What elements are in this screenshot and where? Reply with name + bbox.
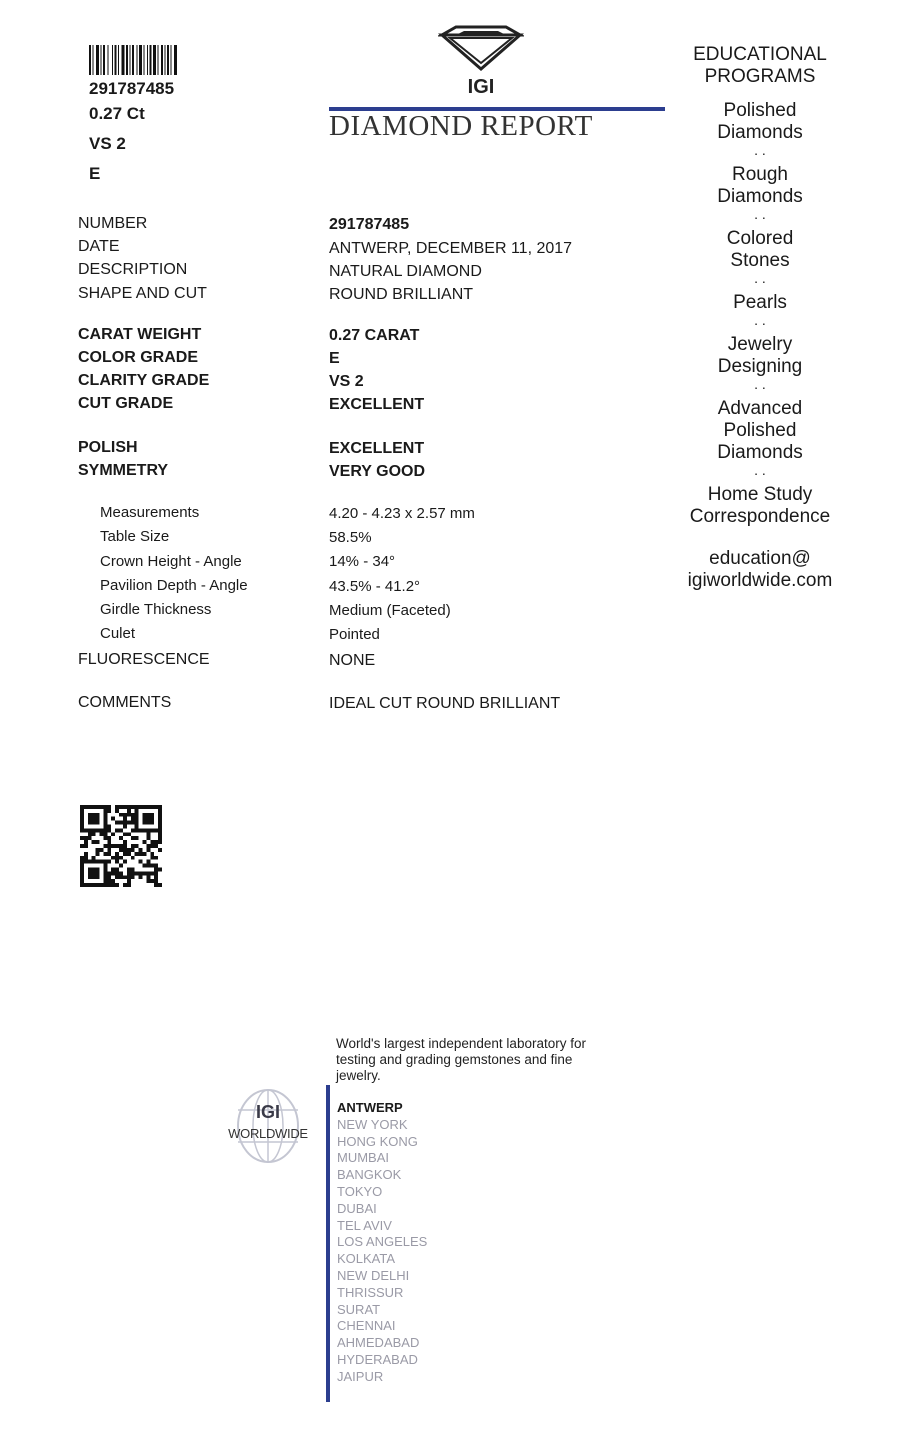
value-color-grade: E [329, 350, 340, 367]
value-polish: EXCELLENT [329, 440, 425, 457]
edu-program-item: Colored Stones [726, 228, 794, 271]
summary-carat: 0.27 Ct [89, 104, 145, 123]
city-item: TEL AVIV [337, 1217, 392, 1233]
label-comments: COMMENTS [78, 694, 172, 711]
edu-program-item: Rough Diamonds [717, 164, 803, 207]
value-symmetry: VERY GOOD [329, 463, 426, 480]
value-date: ANTWERP, DECEMBER 11, 2017 [329, 240, 573, 257]
edu-separator: . . [754, 206, 766, 222]
city-item: ANTWERP [337, 1100, 403, 1115]
value-girdle: Medium (Faceted) [329, 602, 451, 619]
label-measurements: Measurements [100, 504, 200, 521]
city-item: DUBAI [337, 1200, 377, 1216]
label-crown: Crown Height - Angle [100, 553, 242, 570]
summary-report-number: 291787485 [89, 79, 175, 98]
value-carat-weight: 0.27 CARAT [329, 327, 420, 344]
label-date: DATE [78, 238, 120, 255]
label-table-size: Table Size [100, 528, 170, 545]
edu-email[interactable]: education@ igiworldwide.com [687, 548, 833, 591]
label-description: DESCRIPTION [78, 261, 188, 278]
city-item: JAIPUR [337, 1368, 384, 1384]
label-shape-cut: SHAPE AND CUT [78, 285, 207, 302]
label-color-grade: COLOR GRADE [78, 349, 198, 366]
city-item: HYDERABAD [337, 1351, 418, 1367]
edu-program-item: Home Study Correspondence [689, 484, 831, 527]
label-cut-grade: CUT GRADE [78, 395, 174, 412]
city-item: NEW YORK [337, 1116, 408, 1132]
report-title: DIAMOND REPORT [329, 110, 593, 142]
city-item: KOLKATA [337, 1251, 396, 1267]
city-item: SURAT [337, 1301, 381, 1317]
label-polish: POLISH [78, 439, 138, 456]
label-clarity-grade: CLARITY GRADE [78, 372, 210, 389]
city-item: CHENNAI [337, 1318, 396, 1334]
lab-tagline: World's largest independent laboratory for testing and grading gemstones and fine jewelry. [336, 1036, 586, 1083]
edu-separator: . . [754, 312, 766, 328]
label-pavilion: Pavilion Depth - Angle [100, 577, 248, 594]
edu-separator: . . [754, 270, 766, 286]
summary-clarity: VS 2 [89, 134, 126, 153]
label-girdle: Girdle Thickness [100, 601, 212, 618]
edu-program-item: Jewelry Designing [717, 334, 803, 377]
city-list [337, 1100, 427, 1386]
label-fluorescence: FLUORESCENCE [78, 651, 210, 668]
city-bar [326, 1085, 330, 1402]
value-table-size: 58.5% [329, 529, 372, 546]
globe-logo-text: IGI [255, 1102, 281, 1122]
edu-program-item: Advanced Polished Diamonds [717, 398, 803, 463]
city-item: TOKYO [337, 1183, 383, 1199]
edu-separator: . . [754, 376, 766, 392]
city-item: THRISSUR [337, 1284, 404, 1300]
city-item: LOS ANGELES [337, 1234, 428, 1250]
summary-color: E [89, 164, 101, 183]
label-symmetry: SYMMETRY [78, 462, 169, 479]
edu-program-list [680, 100, 840, 528]
value-fluorescence: NONE [329, 652, 376, 669]
value-shape-cut: ROUND BRILLIANT [329, 286, 474, 303]
edu-separator: . . [754, 462, 766, 478]
value-crown: 14% - 34° [329, 553, 396, 570]
qr-code[interactable] [80, 805, 162, 887]
city-item: AHMEDABAD [337, 1335, 420, 1351]
value-clarity-grade: VS 2 [329, 373, 364, 390]
edu-program-item: Polished Diamonds [717, 100, 803, 143]
label-carat-weight: CARAT WEIGHT [78, 326, 202, 343]
city-item: MUMBAI [337, 1150, 389, 1166]
barcode [89, 45, 217, 75]
label-number: NUMBER [78, 215, 148, 232]
label-culet: Culet [100, 625, 136, 642]
value-number: 291787485 [329, 216, 410, 233]
city-item: BANGKOK [337, 1167, 402, 1183]
city-item: NEW DELHI [337, 1267, 410, 1283]
city-item: HONG KONG [337, 1133, 418, 1149]
edu-program-item: Pearls [733, 292, 787, 313]
value-pavilion: 43.5% - 41.2° [329, 578, 421, 595]
edu-heading: EDUCATIONAL PROGRAMS [693, 44, 827, 87]
logo-text: IGI [467, 76, 495, 95]
igi-diamond-logo [438, 25, 524, 95]
worldwide-label: WORLDWIDE [228, 1126, 308, 1141]
value-description: NATURAL DIAMOND [329, 263, 482, 280]
value-culet: Pointed [329, 626, 380, 643]
educational-programs [680, 44, 840, 592]
value-comments: IDEAL CUT ROUND BRILLIANT [329, 695, 561, 712]
edu-separator: . . [754, 142, 766, 158]
value-measurements: 4.20 - 4.23 x 2.57 mm [329, 505, 475, 522]
value-cut-grade: EXCELLENT [329, 396, 425, 413]
